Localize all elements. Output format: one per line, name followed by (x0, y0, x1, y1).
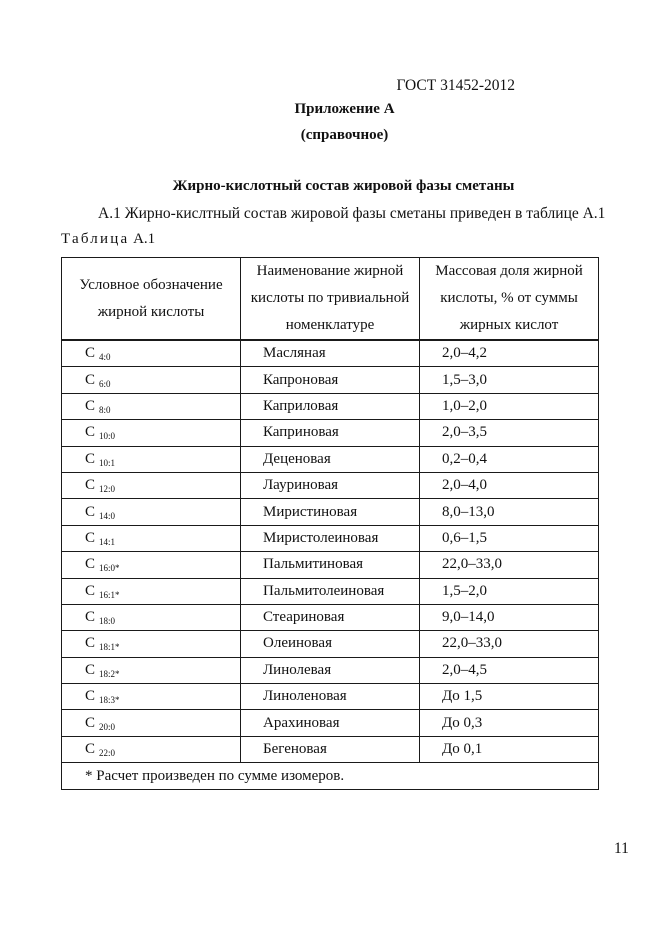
acid-subscript: 16:1* (99, 589, 120, 600)
acid-symbol: С (85, 741, 96, 758)
acid-subscript: 4:0 (99, 352, 111, 363)
acid-name-cell: Лауриновая (241, 472, 420, 498)
header-text-line: номенклатуре (285, 317, 375, 333)
acid-name-cell: Каприловая (241, 393, 420, 419)
table-row (62, 367, 599, 393)
mass-fraction-cell: 22,0–33,0 (420, 552, 599, 578)
header-trivial-name (241, 258, 420, 341)
table-header-row (62, 258, 599, 341)
table-row (62, 340, 599, 367)
acid-symbol: С (85, 397, 96, 414)
acid-designation-cell (62, 604, 241, 630)
header-text-line: Наименование жирной (256, 263, 404, 279)
table-row (62, 578, 599, 604)
table-row (62, 393, 599, 419)
acid-symbol: С (85, 661, 96, 678)
table-footnote: * Расчет произведен по сумме изомеров. (62, 763, 599, 790)
acid-name-cell: Арахиновая (241, 710, 420, 736)
table-row (62, 525, 599, 551)
table-footnote-row (62, 763, 599, 790)
acid-subscript: 14:0 (99, 510, 116, 521)
header-mass-fraction (420, 258, 599, 341)
acid-symbol: С (85, 503, 96, 520)
header-text-line: кислоты по тривиальной (250, 290, 410, 306)
header-text-line: Массовая доля жирной (435, 263, 583, 279)
acid-designation-cell (62, 736, 241, 762)
acid-subscript: 18:2* (99, 668, 120, 679)
mass-fraction-cell: 1,5–2,0 (420, 578, 599, 604)
acid-symbol: С (85, 688, 96, 705)
annex-title: Приложение А (294, 101, 395, 117)
acid-designation-cell (62, 631, 241, 657)
acid-designation-cell (62, 367, 241, 393)
acid-designation-cell (62, 340, 241, 367)
mass-fraction-cell: 1,0–2,0 (420, 393, 599, 419)
table-body (62, 340, 599, 763)
acid-name-cell: Линолевая (241, 657, 420, 683)
mass-fraction-cell: 9,0–14,0 (420, 604, 599, 630)
acid-designation-cell (62, 710, 241, 736)
table-row (62, 631, 599, 657)
mass-fraction-cell: 1,5–3,0 (420, 367, 599, 393)
acid-name-cell: Деценовая (241, 446, 420, 472)
mass-fraction-cell: 8,0–13,0 (420, 499, 599, 525)
table-caption (61, 231, 155, 248)
annex-kind: (справочное) (300, 127, 389, 143)
mass-fraction-cell: До 0,3 (420, 710, 599, 736)
acid-designation-cell (62, 578, 241, 604)
acid-designation-cell (62, 420, 241, 446)
table-row (62, 736, 599, 762)
table-row (62, 499, 599, 525)
acid-designation-cell (62, 499, 241, 525)
acid-subscript: 8:0 (99, 404, 111, 415)
acid-name-cell: Миристолеиновая (241, 525, 420, 551)
mass-fraction-cell: 2,0–4,2 (420, 340, 599, 367)
table-row (62, 446, 599, 472)
mass-fraction-cell: 0,6–1,5 (420, 525, 599, 551)
body-paragraph: А.1 Жирно-кислтный состав жировой фазы сметаны приведен в таблице А.1 (98, 205, 606, 222)
document-code: ГОСТ 31452-2012 (396, 77, 515, 94)
acid-symbol: С (85, 609, 96, 626)
table-row (62, 657, 599, 683)
acid-designation-cell (62, 472, 241, 498)
acid-subscript: 18:1* (99, 642, 120, 653)
page-number: 11 (614, 840, 629, 857)
fatty-acid-table (61, 257, 599, 790)
acid-symbol: С (85, 450, 96, 467)
table-caption-word: Таблица (61, 231, 130, 247)
header-text-line: кислоты, % от суммы (440, 290, 578, 306)
acid-symbol: С (85, 345, 96, 362)
acid-designation-cell (62, 657, 241, 683)
mass-fraction-cell: 0,2–0,4 (420, 446, 599, 472)
table-row (62, 472, 599, 498)
table-row (62, 552, 599, 578)
acid-subscript: 10:0 (99, 431, 116, 442)
mass-fraction-cell: 2,0–4,5 (420, 657, 599, 683)
acid-designation-cell (62, 446, 241, 472)
acid-name-cell: Каприновая (241, 420, 420, 446)
acid-designation-cell (62, 552, 241, 578)
mass-fraction-cell: До 1,5 (420, 684, 599, 710)
header-text-line: жирных кислот (459, 317, 559, 333)
acid-symbol: С (85, 424, 96, 441)
acid-designation-cell (62, 393, 241, 419)
acid-subscript: 18:0 (99, 616, 116, 627)
acid-name-cell: Олеиновая (241, 631, 420, 657)
acid-symbol: С (85, 477, 96, 494)
acid-subscript: 18:3* (99, 695, 120, 706)
acid-symbol: С (85, 582, 96, 599)
table-caption-id: А.1 (133, 231, 156, 247)
acid-name-cell: Масляная (241, 340, 420, 367)
acid-subscript: 6:0 (99, 378, 111, 389)
acid-name-cell: Бегеновая (241, 736, 420, 762)
acid-name-cell: Миристиновая (241, 499, 420, 525)
table-row (62, 710, 599, 736)
acid-subscript: 14:1 (99, 536, 116, 547)
header-text-line: Условное обозначение (79, 276, 223, 293)
mass-fraction-cell: 2,0–3,5 (420, 420, 599, 446)
acid-symbol: С (85, 714, 96, 731)
acid-designation-cell (62, 684, 241, 710)
acid-symbol: С (85, 371, 96, 388)
mass-fraction-cell: До 0,1 (420, 736, 599, 762)
acid-name-cell: Стеариновая (241, 604, 420, 630)
table-row (62, 604, 599, 630)
acid-subscript: 16:0* (99, 563, 120, 574)
mass-fraction-cell: 22,0–33,0 (420, 631, 599, 657)
acid-subscript: 20:0 (99, 721, 116, 732)
acid-name-cell: Линоленовая (241, 684, 420, 710)
acid-symbol: С (85, 635, 96, 652)
acid-name-cell: Капроновая (241, 367, 420, 393)
acid-subscript: 22:0 (99, 748, 116, 759)
mass-fraction-cell: 2,0–4,0 (420, 472, 599, 498)
acid-name-cell: Пальмитиновая (241, 552, 420, 578)
header-text-line: жирной кислоты (97, 303, 205, 320)
acid-subscript: 12:0 (99, 484, 116, 495)
section-title: Жирно-кислотный состав жировой фазы сметаны (172, 178, 515, 194)
acid-designation-cell (62, 525, 241, 551)
acid-subscript: 10:1 (99, 457, 116, 468)
table-row (62, 684, 599, 710)
acid-name-cell: Пальмитолеиновая (241, 578, 420, 604)
table-row (62, 420, 599, 446)
acid-symbol: С (85, 529, 96, 546)
header-acid-designation (62, 258, 241, 341)
acid-symbol: С (85, 556, 96, 573)
